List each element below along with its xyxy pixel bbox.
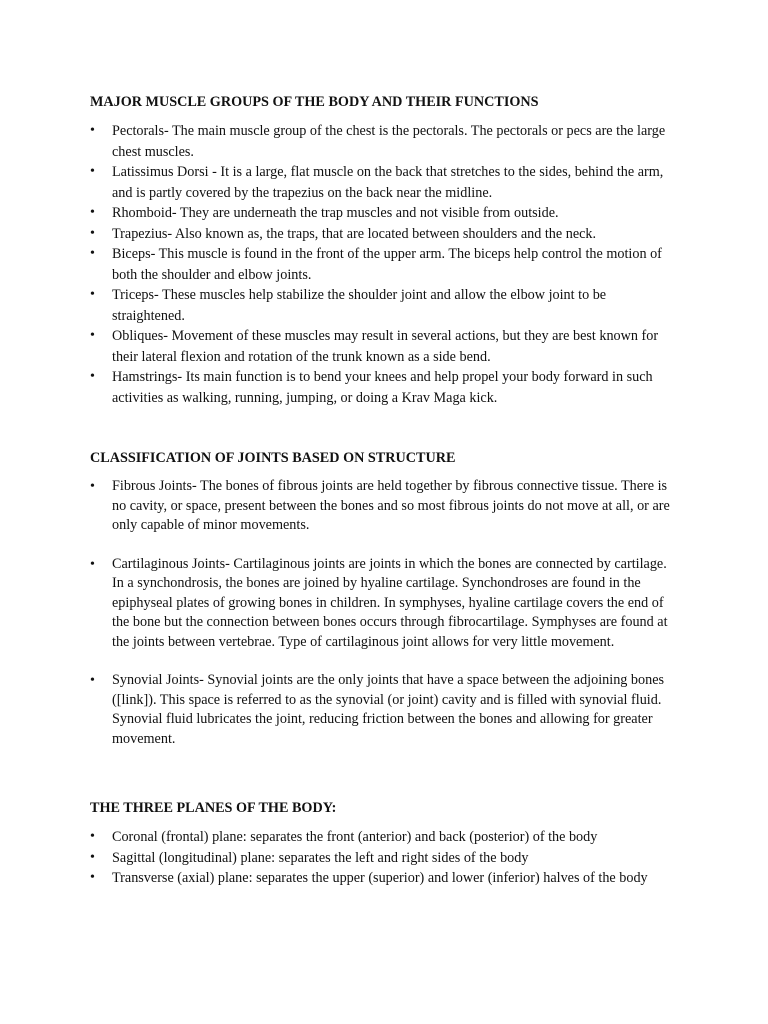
bullet-icon: • xyxy=(90,870,95,885)
list-item xyxy=(90,868,680,889)
list-item xyxy=(90,827,680,848)
bullet-icon: • xyxy=(90,164,95,179)
list-item-text: Sagittal (longitudinal) plane: separates the left and right sides of the body xyxy=(112,849,529,866)
list-item xyxy=(90,367,680,408)
bullet-icon: • xyxy=(90,479,95,494)
list-item-text: Obliques- Movement of these muscles may result in several actions, but they are best known for their lateral flexion and rotation of the trunk known as a side bend. xyxy=(112,328,659,365)
bullet-icon: • xyxy=(90,328,95,343)
list-item-text: Triceps- These muscles help stabilize the shoulder joint and allow the elbow joint to be straightened. xyxy=(112,287,607,324)
bullet-icon: • xyxy=(90,849,95,865)
list-item xyxy=(90,848,680,869)
bullet-icon: • xyxy=(90,246,95,261)
list-item-text: Rhomboid- They are underneath the trap muscles and not visible from outside. xyxy=(112,205,559,221)
bullet-icon: • xyxy=(90,287,95,302)
bullet-icon: • xyxy=(90,673,95,688)
list-item-text: Cartilaginous Joints- Cartilaginous joints are joints in which the bones are connected by cartilage. In a synchondrosis, the bones are joined by hyaline cartilage. Synchondroses are found in the epiphyseal plates of growing bones in children. In symphyses, hyaline cartilage covers the end of the bone but the connection between bones occurs through fibrocartilage. Symphyses are found at the joints between vertebrae. Type of cartilaginous joint allows for very little movement. xyxy=(112,555,668,650)
section-heading: THE THREE PLANES OF THE BODY: xyxy=(90,800,337,816)
list-item xyxy=(90,244,680,285)
list-item-text: Transverse (axial) plane: separates the upper (superior) and lower (inferior) halves of the body xyxy=(112,870,648,886)
section-body-planes xyxy=(90,798,680,889)
list-item-text: Fibrous Joints- The bones of fibrous joints are held together by fibrous connective tissue. There is no cavity, or space, present between the bones and so most fibrous joints do not move at all, or are only capable of minor movements. xyxy=(112,478,670,533)
list-item xyxy=(90,224,680,245)
list-item-text: Hamstrings- Its main function is to bend your knees and help propel your body forward in such activities as walking, running, jumping, or doing a Krav Maga kick. xyxy=(112,369,653,406)
list-item-text: Biceps- This muscle is found in the front of the upper arm. The biceps help control the motion of both the shoulder and elbow joints. xyxy=(112,246,662,283)
bullet-icon: • xyxy=(90,829,95,844)
bullet-icon: • xyxy=(90,556,95,572)
list-item-text: Latissimus Dorsi - It is a large, flat muscle on the back that stretches to the sides, behind the arm, and is partly covered by the trapezius on the back near the midline. xyxy=(112,164,664,201)
list-item xyxy=(90,671,680,749)
bullet-icon: • xyxy=(90,205,95,220)
list-item xyxy=(90,326,680,367)
bullet-list xyxy=(90,827,680,889)
list-item-text: Coronal (frontal) plane: separates the front (anterior) and back (posterior) of the body xyxy=(112,829,598,845)
list-item-text: Synovial Joints- Synovial joints are the only joints that have a space between the adjoining bones ([link]). This space is referred to as the synovial (or joint) cavity and is filled with synovial fluid. Synovial fluid lubricates the joint, reducing friction between the bones and allowing for greater movement. xyxy=(112,672,665,747)
bullet-list xyxy=(90,121,680,408)
section-muscle-groups xyxy=(90,92,680,408)
list-item xyxy=(90,477,680,536)
list-item xyxy=(90,162,680,203)
bullet-icon: • xyxy=(90,225,95,241)
section-joint-classification xyxy=(90,448,680,749)
bullet-icon: • xyxy=(90,369,95,384)
list-item xyxy=(90,285,680,326)
list-item-text: Trapezius- Also known as, the traps, that are located between shoulders and the neck. xyxy=(112,225,597,242)
list-item xyxy=(90,555,680,653)
list-item xyxy=(90,203,680,224)
section-heading: MAJOR MUSCLE GROUPS OF THE BODY AND THEIR FUNCTIONS xyxy=(90,94,539,110)
bullet-list xyxy=(90,477,680,749)
list-item-text: Pectorals- The main muscle group of the chest is the pectorals. The pectorals or pecs are the large chest muscles. xyxy=(112,123,666,160)
bullet-icon: • xyxy=(90,123,95,138)
list-item xyxy=(90,121,680,162)
section-heading: CLASSIFICATION OF JOINTS BASED ON STRUCTURE xyxy=(90,450,456,466)
